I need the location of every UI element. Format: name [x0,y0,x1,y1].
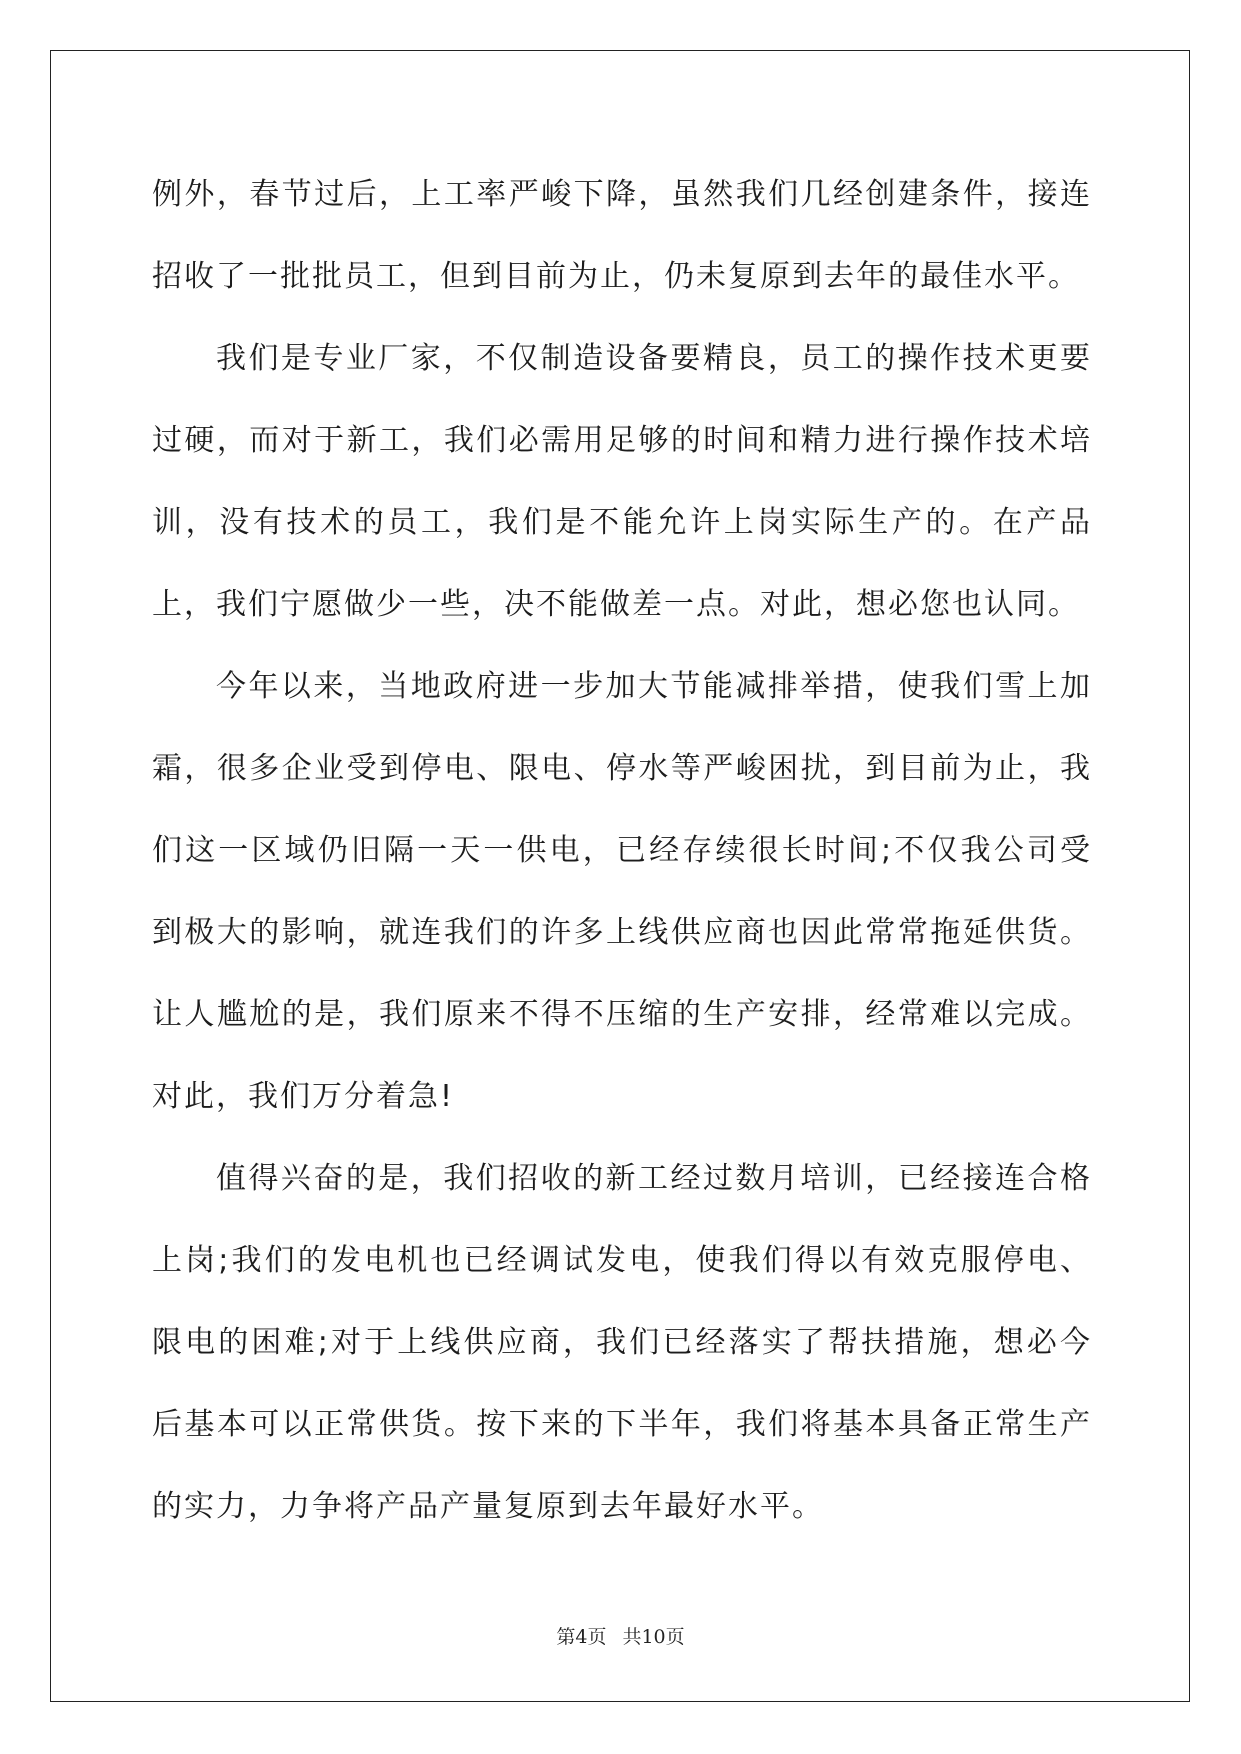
page-number: 第4页 [556,1626,607,1648]
paragraph-2: 我们是专业厂家，不仅制造设备要精良，员工的操作技术更要过硬，而对于新工，我们必需用足够的时间和精力进行操作技术培训，没有技术的员工，我们是不能允许上岗实际生产的。在产品上，我们宁愿做少一些，决不能做差一点。对此，想必您也认同。 [152,341,1092,622]
paragraph-3: 今年以来，当地政府进一步加大节能减排举措，使我们雪上加霜，很多企业受到停电、限电、停水等严峻困扰，到目前为止，我们这一区域仍旧隔一天一供电，已经存续很长时间;不仅我公司受到极大的影响，就连我们的许多上线供应商也因此常常拖延供货。让人尴尬的是，我们原来不得不压缩的生产安排，经常难以完成。对此，我们万分着急! [152,669,1092,1114]
paragraph-4: 值得兴奋的是，我们招收的新工经过数月培训，已经接连合格上岗;我们的发电机也已经调试发电，使我们得以有效克服停电、限电的困难;对于上线供应商，我们已经落实了帮扶措施，想必今后基本可以正常供货。按下来的下半年，我们将基本具备正常生产的实力，力争将产品产量复原到去年最好水平。 [152,1161,1092,1524]
document-body [152,154,1092,1548]
page-total: 共10页 [622,1626,685,1648]
page-footer [0,1622,1241,1649]
paragraph-1: 例外，春节过后，上工率严峻下降，虽然我们几经创建条件，接连招收了一批批员工，但到目前为止，仍未复原到去年的最佳水平。 [152,177,1092,294]
